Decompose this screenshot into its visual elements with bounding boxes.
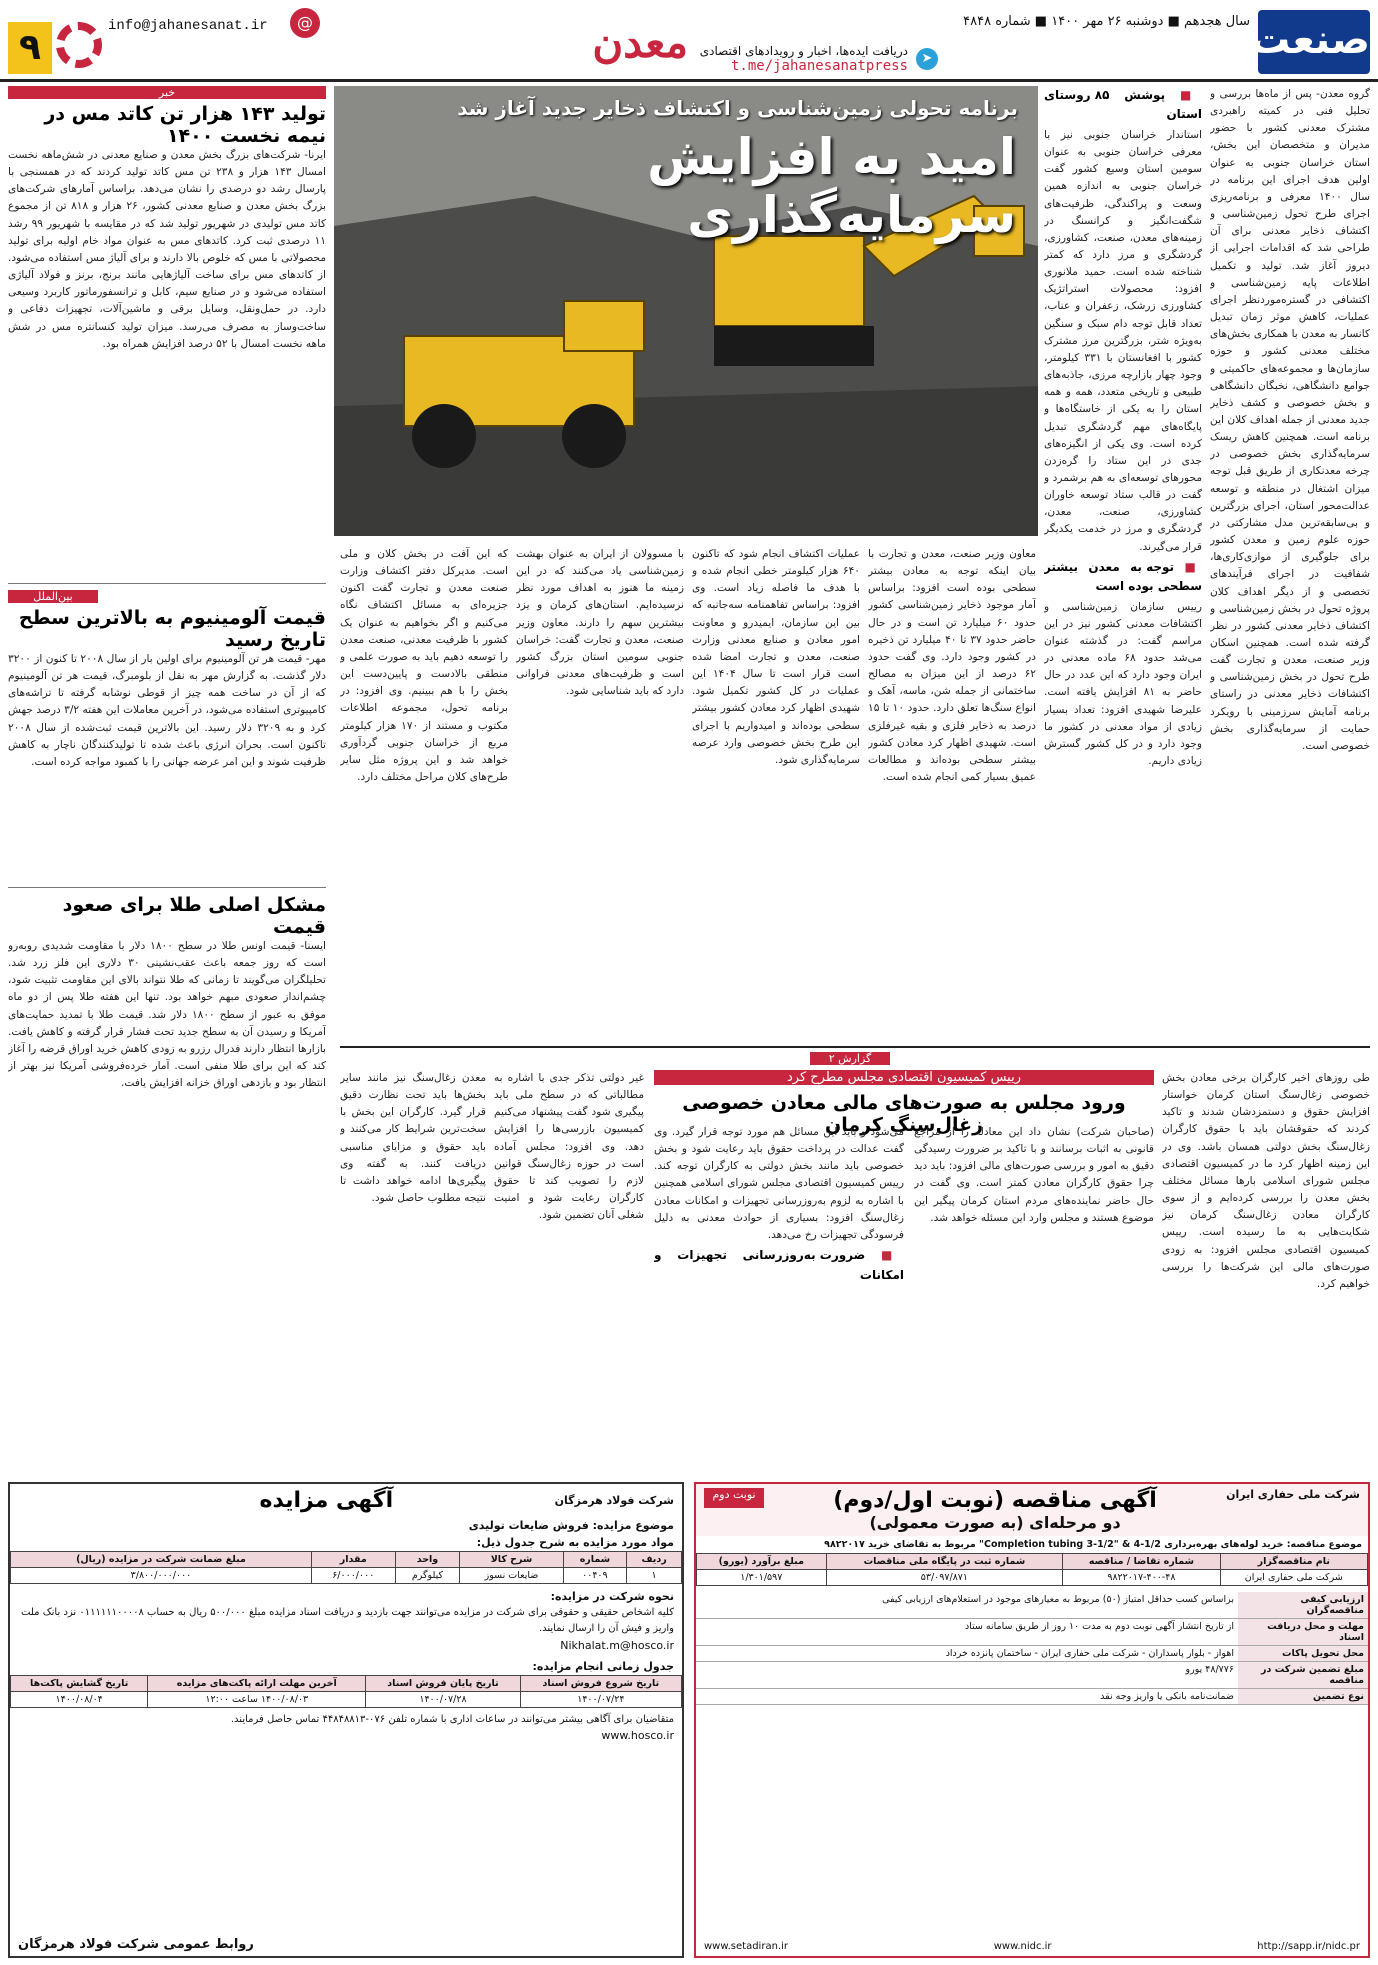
lead-column-1: گروه معدن- پس از ماه‌ها بررسی و تحلیل فنی در کمیته راهبردی مشترک معدنی کشور با حضور مدیران و متخصصان این بخش، استان خراسان جنوبی به عنوان اولین هدف اجرای این برنامه در سال ۱۴۰۰ معرفی و برنامه‌ریزی اجرای طرح تحول زمین‌شناسی و اکتشاف ذخایر معدنی برای آن طراحی شد که اقدامات اجرایی از دیروز آغاز شد. تولید و تکمیل اطلاعات پایه زمین‌شناسی و اکتشافی در گستره‌مورد‌نظر اجرای عملیات، کاهش موثر زمان تبدیل کانسار به معدن با همکاری بخش‌های مختلف معدنی کشور و حوزه سازمان‌ها و مجموعه‌های حاکمیتی و جوامع دانشگاهی، نخبگان دانشگاهی و بخش خصوصی و کشف ذخایر جدید معدنی از جمله اهداف کلان این برنامه است. همچنین کاهش ریسک سرمایه‌گذاری بخش خصوصی در چرخه معدنکاری از طریق قبل توجه میزان اشتغال در منطقه و توسعه عدالت‌محور استان، اجرای بزرگترین و بی‌سابقه‌ترین مدل مشارکتی در حوزه علوم زمین و معدن کشور برای جلوگیری از موازی‌کاری‌ها، شفافیت در اجرای فرآیندهای تخصصی و از دیگر اهداف کلان پروژه تحول در بخش زمین‌شناسی و اکتشاف ذخایر معدنی کشور در نظر گرفته شده است. همچنین اسکان وزیر صنعت، معدن و تجارت گفت طرح تحول در بخش زمین‌شناسی و اکتشافات ذخایر معدنی در راستای برنامه آمایش سرزمینی با رویکرد حمایت از سرمایه‌گذاری بخش خصوصی است. bbox=[1210, 88, 1370, 752]
news-title-1[interactable]: تولید ۱۴۳ هزار تن کاتد مس در نیمه نخست ۱۴۰۰ bbox=[44, 103, 326, 147]
report-title[interactable]: ورود مجلس به صورت‌های مالی معادن خصوصی زغال‌سنگ کرمان bbox=[682, 1092, 1126, 1136]
tender-advertisement: شرکت ملی حفاری ایران آگهی مناقصه (نوبت اول/دوم) دو مرحله‌ای (به صورت معمولی) نوبت دوم موضوع مناقصه: خرید لوله‌های بهره‌برداری Completion tubing 3-1/2" & 4-1/2" مربوط به تقاضای خرید ۹۸۲۲۰۱۷ نام مناقصه‌گزار شماره تقاضا / مناقصه شماره ثبت در پایگاه ملی مناقصات مبلغ برآورد (یورو) شرکت ملی حفاری ایران ۹۸۲۲۰۱۷-۴۰۰-۴۸ ۵۳/۰۹۷/۸۷۱ ۱/۳۰۱/۵۹۷ ارزیابی کیفی مناقصه‌گران براساس کسب حداقل امتیاز (۵۰) مربوط به معیارهای موجود در استعلام‌های ارزیابی کیفی مهلت و محل دریافت اسناد از تاریخ انتشار آگهی نوبت دوم به مدت ۱۰ روز از طریق سامانه ستاد محل تحویل پاکات اهواز - بلوار پاسداران - شرکت ملی حفاری ایران - ساختمان پانزده خرداد مبلغ تضمین شرکت در مناقصه ۴۸/۷۷۶ یورو نوع تضمین ضمانت‌نامه بانکی یا واریز وجه نقد www.setadiran.ir www.nidc.ir http://sapp.ir/nidc.pr bbox=[694, 1482, 1370, 1958]
telegram-icon[interactable]: ➤ bbox=[916, 48, 938, 70]
lead-column-4: عملیات اکتشاف انجام شود که تاکنون ۶۴۰ هزار کیلومتر خطی انجام شده و با هدف ما فاصله زیاد است. وی افزود: براساس تفاهمنامه سه‌جانبه که بین این سازمان، ایمیدرو و معاونت امور معادن و صنایع معدنی وزارت صنعت، معدن و تجارت امضا شده است قرار است تا سال ۱۴۰۴ این عملیات در کل کشور تکمیل شود. شهیدی اظهار کرد معادن کشور بیشتر سطحی بوده‌اند و امیدواریم با اجرای این طرح بخش خصوصی وارد عرصه سرمایه‌گذاری شود. bbox=[692, 548, 860, 766]
auction-contact: متقاضیان برای آگاهی بیشتر می‌توانند در ساعات اداری با شماره تلفن ۰۷۶-۴۴۸۴۸۸۱۳ تماس حاصل فرمایند. bbox=[230, 1714, 674, 1725]
news-body-1: ایرنا- شرکت‌های بزرگ بخش معدن و صنایع معدنی در شش‌ماهه نخست امسال ۱۴۳ هزار و ۲۳۸ تن مس کاتد تولید کردند که در همسنجی با پارسال رشد دو درصدی را نشان می‌دهد. براساس آمارهای شرکت‌های بزرگ بخش معدن و صنایع معدنی کشور، ۲۶ هزار و ۸۱۸ تن از مجموع کاتد مس تولیدی در شهریور تولید شد که در مقایسه با شهریور ۹۹ رشد ۱۱ درصدی ثبت کرد. کاتدهای مس به عنوان مواد خام اولیه برای تولید محصولاتی با مس که خلوص بالا دارند و برای آلیاژ مس استفاده می‌شود. از کاتدهای مس برای ساخت آلیاژهایی مانند برنج، برنز و فولاد آلیاژی استفاده می‌شود و در صنایع سیم، کابل و ترانسفورماتور کاربرد وسیعی دارد. در حمل‌ونقل، وسایل برقی و ماشین‌آلات، تجهیزات دفاعی و ساخت‌وساز به مصرف می‌رسد. میزان تولید کنسانتره مس در شش ماهه نخست امسال با ۵۲ درصد افزایش همراه بود. bbox=[8, 149, 326, 350]
auction-advertisement bbox=[8, 1482, 684, 1958]
tender-ref: موضوع مناقصه: خرید لوله‌های بهره‌برداری Completion tubing 3-1/2" & 4-1/2" مربوط به تقاضای خرید ۹۸۲۲۰۱۷ bbox=[824, 1539, 1362, 1550]
lead-kicker: برنامه تحولی زمین‌شناسی و اکتشاف ذخایر جدید آغاز شد bbox=[457, 96, 1018, 120]
report-column-4: غیر دولتی تذکر جدی با اشاره به مطالباتی که در سطح ملی باید پیگیری شود گفت پیشنهاد می‌کنیم کمیسیون بازرسی‌ها را افزایش دهد. وی افزود: مجلس آماده است در حوزه زغال‌سنگ قوانین لازم را تصویب کند تا حقوق کارگران رعایت شود و امنیت شغلی آنان تضمین شود. bbox=[494, 1072, 644, 1222]
section-title: معدن bbox=[592, 18, 688, 67]
lead-column-3: معاون وزیر صنعت، معدن و تجارت با بیان اینکه توجه به معادن بیشتر سطحی بوده است افزود: براساس آمار موجود ذخایر زمین‌شناسی کشور حدود ۶۰ میلیارد تن است و در حال حاضر حدود ۳۷ تا ۴۰ میلیارد تن ذخیره در کشور وجود دارد. وی گفت حدود ۶۲ درصد از این میزان به مصالح ساختمانی از جمله شن، ماسه، آهک و انواع سنگ‌ها تعلق دارد. حدود ۱۰ تا ۱۵ درصد به ذخایر فلزی و بقیه غیرفلزی است. شهیدی اظهار کرد معادن کشور بیشتر سطحی بوده‌اند و مطالعات عمیق بسیار کمی انجام شده است. bbox=[868, 548, 1036, 784]
auction-schedule-table: تاریخ شروع فروش اسناد تاریخ پایان فروش اسناد آخرین مهلت ارائه پاکت‌های مزایده تاریخ گشایش پاکت‌ها ۱۴۰۰/۰۷/۲۴ ۱۴۰۰/۰۷/۲۸ ۱۴۰۰/۰۸/۰۳ ساعت ۱۲:۰۰ ۱۴۰۰/۰۸/۰۴ bbox=[10, 1675, 682, 1708]
lead-title: امید به افزایش سرمایه‌گذاری bbox=[647, 128, 1016, 244]
auction-schedule-title: جدول زمانی انجام مزایده: bbox=[532, 1660, 674, 1673]
tender-company: شرکت ملی حفاری ایران bbox=[1226, 1488, 1360, 1501]
contact-email[interactable]: info@jahanesanat.ir bbox=[108, 18, 268, 34]
tender-title: آگهی مناقصه (نوبت اول/دوم) bbox=[833, 1488, 1157, 1513]
setad-link[interactable]: www.setadiran.ir bbox=[704, 1941, 788, 1952]
news-body-3: ایسنا- قیمت اونس طلا در سطح ۱۸۰۰ دلار با مقاومت شدیدی روبه‌رو است که روز جمعه باعث عقب‌نشینی ۳۰ دلاری این فلز زرد شد. تحلیلگران می‌گویند تا زمانی که طلا نتواند بالای این مقاومت تثبیت شود، چشم‌انداز صعودی مبهم خواهد بود. تنها این هفته طلا پس از دو ماه موفق به عبور از سطح ۱۸۰۰ دلار شد. قیمت طلا با تمدید حمایت‌های آمریکا و رسیدن آن به سطح جدید تحت فشار قرار گرفته و کاهش یافت. بازارها انتظار دارند فدرال رزرو به زودی کاهش خرید اوراق قرضه را آغاز کند که این برای طلا منفی است. آمار خرده‌فروشی آمریکا نیز بهتر از انتظار بود و بازدهی اوراق خزانه افزایش یافت. bbox=[8, 940, 326, 1090]
lead-photo bbox=[334, 86, 1038, 536]
news-column bbox=[8, 86, 326, 1476]
auction-subject: موضوع مزایده: فروش ضایعات تولیدی bbox=[468, 1519, 674, 1532]
report-kicker: رییس کمیسیون اقتصادی مجلس مطرح کرد bbox=[654, 1070, 1154, 1085]
news-tag-1: خبر bbox=[8, 86, 326, 99]
sapp-link[interactable]: http://sapp.ir/nidc.pr bbox=[1257, 1941, 1360, 1952]
masthead bbox=[0, 0, 1378, 82]
lead-column-5: با مسوولان از ایران به عنوان بهشت زمین‌شناسی یاد می‌کنند که در این زمینه ما هنوز به اهداف مورد نظر نرسیده‌ایم. استان‌های کرمان و یزد بیشترین سهم را دارند. معاون وزیر صنعت، معدن و تجارت گفت: خراسان جنوبی سومین استان بزرگ کشور است و ظرفیت‌های معدنی فراوانی دارد که باید شناسایی شود. bbox=[516, 548, 684, 698]
auction-email[interactable]: Nikhalat.m@hosco.ir bbox=[560, 1639, 674, 1652]
news-title-2[interactable]: قیمت آلومینیوم به بالاترین سطح تاریخ رسید bbox=[18, 607, 326, 651]
gear-icon bbox=[56, 22, 102, 68]
auction-how-body: کلیه اشخاص حقیقی و حقوقی برای شرکت در مزایده می‌توانند جهت بازدید و دریافت اسناد مزایده مبلغ ۵۰۰/۰۰۰ ریال به حساب ۰۱۱۱۱۱۱۰۰۰۰۸ نزد بانک ملت واریز و فیش آن را ارسال نمایند. bbox=[21, 1607, 674, 1634]
lead-column-6: که این آفت در بخش کلان و ملی است. مدیرکل دفتر اکتشاف وزارت صنعت معدن و تجارت گفت اکنون جزیره‌ای به مسائل اکتشاف نگاه می‌کنیم و اگر بخواهیم به عنوان یک کشور با ظرفیت معدنی، صنعت معدن را توسعه دهیم باید به صورت علمی و منطقی بالادست و پایین‌دست این بخش را با هم ببینیم. وی افزود: در برنامه تحول، مجموعه اطلاعات مکتوب و مستند از ۱۷۰ هزار کیلومتر مربع از خراسان جنوبی گردآوری خواهد شد و این پروژه مثل سایر طرح‌های کلان مراحل مختلف دارد. bbox=[340, 548, 508, 784]
report-column-2: (صاحبان شرکت) نشان داد این معادله را از مراجع قانونی به اثبات برسانند و با تاکید بر ضرورت رسیدگی دقیق به امور و بررسی صورت‌های مالی افزود: باید دید چرا حقوق کارگران معادن کمتر است. وی گفت در حال حاضر نماینده‌های مردم استان کرمان پیگیر این موضوع هستند و مجلس وارد این مسئله خواهد شد. bbox=[914, 1126, 1154, 1224]
report-tag: گزارش ۲ bbox=[810, 1052, 890, 1065]
tender-table: نام مناقصه‌گزار شماره تقاضا / مناقصه شماره ثبت در پایگاه ملی مناقصات مبلغ برآورد (یورو) شرکت ملی حفاری ایران ۹۸۲۲۰۱۷-۴۰۰-۴۸ ۵۳/۰۹۷/۸۷۱ ۱/۳۰۱/۵۹۷ bbox=[696, 1553, 1368, 1586]
report-section bbox=[340, 1046, 1370, 1476]
tender-subtitle: دو مرحله‌ای (به صورت معمولی) bbox=[869, 1513, 1121, 1532]
lead-subhead-1: ■ پوشش ۸۵ روستای استان bbox=[1044, 86, 1202, 125]
news-tag-2: بین‌الملل bbox=[8, 590, 98, 603]
lead-column-2: ■ پوشش ۸۵ روستای استان استاندار خراسان جنوبی نیز با معرفی خراسان جنوبی به عنوان سومین استان وسیع کشور گفت خراسان جنوبی به اندازه همین وسعت و پراکندگی، ظرفیت‌های شگفت‌انگیز و کرانسنگ در زمینه‌های معدن، صنعت، کشاورزی، گردشگری و مرز دارد که کمتر شناخته شده است. حمید ملانوری افزود: محصولات استراتژیک کشاورزی زرشک، زعفران و عناب، تعداد قابل توجه دام سبک و سنگین به‌ویژه شتر، بزرگترین مرز مشترک کشور با افغانستان با ۳۳۱ کیلومتر، وجود چهار بازارچه مرزی، جاذبه‌های طبیعی و تاریخی متعدد، همه و همه استان را به یکی از خاستگاه‌ها و پایگاه‌های مهم گردشگری تبدیل کرده است. وی یکی از انگیزه‌های جدی در این ستاد را گره‌زدن محورهای توسعه‌ای به هم برشمرد و گفت در قالب ستاد توسعه خاوران کشاورزی، صنعت، معدن، گردشگری و مرز در خدمت یکدیگر قرار می‌گیرند. ■ توجه به معدن بیشتر سطحی بوده است رییس سازمان زمین‌شناسی و اکتشافات معدنی کشور نیز در این مراسم گفت: در گذشته عنوان می‌شد حدود ۶۸ ماده معدنی در ایران وجود دارد که این عدد در حال حاضر به ۸۱ افزایش یافته است. علیرضا شهیدی افزود: تعداد بسیار زیادی از مواد معدنی در کشور ما وجود دارد و در کل کشور گسترش زیادی داریم. bbox=[1044, 86, 1202, 1086]
telegram-link[interactable]: t.me/jahanesanatpress bbox=[730, 58, 908, 74]
tender-badge: نوبت دوم bbox=[704, 1488, 764, 1508]
auction-site[interactable]: www.hosco.ir bbox=[601, 1729, 674, 1742]
report-column-1: طی روزهای اخیر کارگران برخی معادن بخش خصوصی زغال‌سنگ استان کرمان خواستار افزایش حقوق و دستمزدشان شدند و تاکید کردند که حقوقشان باید با حقوق کارگران زغال‌سنگ بخش دولتی همسان باشد. وی در این زمینه اظهار کرد ما در کمیسیون اقتصادی مجلس شورای اسلامی بارها مسائل مختلف بخش معدن را بررسی کرده‌ایم و از سوی کارگران معادن زغال‌سنگ کرمان نیز شکایت‌هایی به ما رسیده است. رییس کمیسیون اقتصادی مجلس افزود: به زودی صورت‌های مالی این شرکت‌ها را بررسی خواهیم کرد. bbox=[1162, 1072, 1370, 1290]
lead-subhead-2: ■ توجه به معدن بیشتر سطحی بوده است bbox=[1044, 558, 1202, 597]
telegram-info: دریافت ایده‌ها، اخبار و رویدادهای اقتصادی t.me/jahanesanatpress bbox=[699, 44, 908, 74]
issue-info: سال هجدهم ■ دوشنبه ۲۶ مهر ۱۴۰۰ ■ شماره ۴۸۴۸ bbox=[963, 14, 1250, 29]
nidc-link[interactable]: www.nidc.ir bbox=[993, 1941, 1052, 1952]
auction-company: شرکت فولاد هرمزگان bbox=[554, 1494, 674, 1507]
news-body-2: مهر- قیمت هر تن آلومینیوم برای اولین بار از سال ۲۰۰۸ تا کنون از ۳۲۰۰ دلار گذشت. به گزارش مهر به نقل از بلومبرگ، قیمت هر تن آلومینیوم که از آن در ساخت همه چیز از قوطی نوشابه گرفته تا تراشه‌های کامپیوتری استفاده می‌شود، در آخرین معاملات این هفته ۳/۲ درصد جهش کرد و به ۳۲۰۹ دلار رسید. این بالاترین قیمت ثبت‌شده از سال ۲۰۰۸ تاکنون است. بحران انرژی باعث شده تا تولیدکنندگان ناچار به کاهش ظرفیت شوند و این امر عرضه جهانی را با کمبود مواجه کرده است. bbox=[8, 653, 326, 768]
auction-how-title: نحوه شرکت در مزایده: bbox=[550, 1590, 674, 1603]
email-icon: @ bbox=[290, 8, 320, 38]
auction-footer: روابط عمومی شرکت فولاد هرمزگان bbox=[18, 1937, 254, 1952]
auction-list-caption: مواد مورد مزایده به شرح جدول ذیل: bbox=[476, 1536, 674, 1549]
news-title-3[interactable]: مشکل اصلی طلا برای صعود قیمت bbox=[62, 894, 326, 938]
auction-table: ردیف شماره شرح کالا واحد مقدار مبلغ ضمانت شرکت در مزایده (ریال) ۱ ۰۰۴۰۹ ضایعات نسوز کیلوگرم ۶/۰۰۰/۰۰۰ ۳/۸۰۰/۰۰۰/۰۰۰ bbox=[10, 1551, 682, 1584]
auction-title: آگهی مزایده bbox=[259, 1488, 394, 1513]
newspaper-logo[interactable]: صنعت bbox=[1258, 10, 1370, 74]
page-number: ۹ bbox=[8, 22, 52, 74]
report-column-5: معدن زغال‌سنگ نیز مانند سایر بخش‌ها باید تحت نظارت دقیق قرار گیرد. کارگران این بخش با سخت‌ترین شرایط کار می‌کنند و باید حقوق و مزایای مناسبی دریافت کنند. به گفته وی پیگیری‌ها ادامه خواهد داشت تا نتیجه مطلوب حاصل شود. bbox=[340, 1072, 486, 1205]
report-column-3: می‌شود و باید این مسائل هم مورد توجه قرار گیرد. وی گفت عدالت در پرداخت حقوق باید رعایت شود و بخش خصوصی باید مانند بخش دولتی به کارگران توجه کند. رییس کمیسیون اقتصادی مجلس شورای اسلامی همچنین با اشاره به لزوم به‌روزرسانی تجهیزات و امکانات معادن زغال‌سنگ افزود: بسیاری از حوادث معدنی به دلیل فرسودگی تجهیزات رخ می‌دهد. ■ ضرورت به‌روزرسانی تجهیزات و امکانات bbox=[654, 1124, 904, 1474]
